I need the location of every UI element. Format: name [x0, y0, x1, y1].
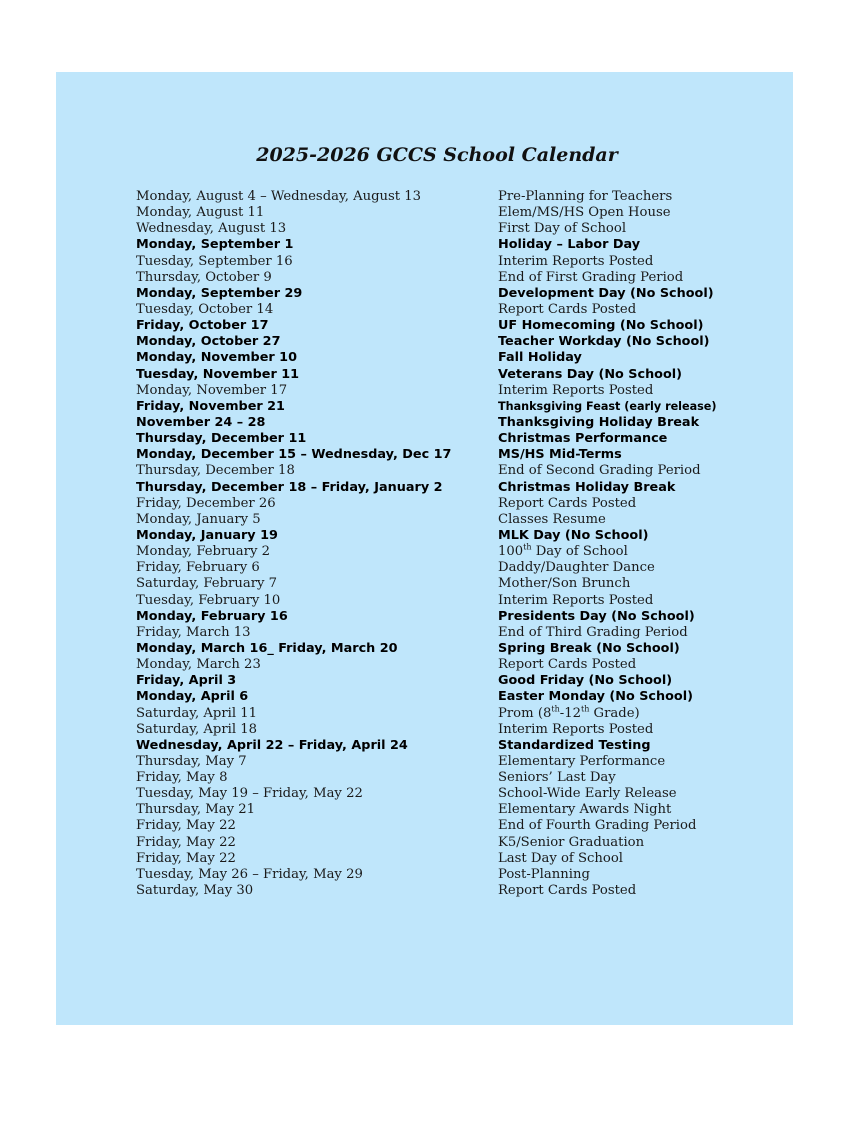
entry-event: End of Fourth Grading Period [498, 818, 697, 834]
entry-date: Friday, November 21 [136, 398, 285, 414]
entry-event: Prom (8th-12th Grade) [498, 704, 640, 721]
entry-event: Report Cards Posted [498, 657, 637, 673]
entry-date: Friday, May 22 [136, 850, 236, 866]
entry-event: MS/HS Mid-Terms [498, 447, 622, 463]
entry-date: Monday, August 11 [136, 205, 265, 221]
entry-date: Tuesday, October 14 [136, 301, 274, 317]
entry-event: Elem/MS/HS Open House [498, 205, 671, 221]
entry-date: Wednesday, August 13 [136, 221, 287, 237]
page-title: 2025-2026 GCCS School Calendar [256, 144, 618, 166]
entry-event: Christmas Performance [498, 431, 668, 447]
entry-date: Tuesday, May 19 – Friday, May 22 [136, 786, 363, 802]
entry-date: Monday, February 16 [136, 608, 288, 624]
entry-date: Tuesday, February 10 [136, 592, 281, 608]
entry-date: Thursday, May 21 [136, 802, 256, 818]
entry-date: Friday, February 6 [136, 560, 260, 576]
entry-date: Monday, October 27 [136, 334, 281, 350]
entry-date: Thursday, December 18 [136, 463, 295, 479]
entry-event: Pre-Planning for Teachers [498, 189, 673, 204]
entry-event: Interim Reports Posted [498, 721, 654, 737]
entry-date: Monday, December 15 – Wednesday, Dec 17 [136, 447, 452, 463]
entry-event: Interim Reports Posted [498, 382, 654, 398]
entry-event: Report Cards Posted [498, 495, 637, 511]
entry-date: November 24 – 28 [136, 414, 266, 430]
entry-event: Elementary Awards Night [498, 802, 672, 818]
entry-event: Spring Break (No School) [498, 640, 680, 656]
entry-event: Post-Planning [498, 866, 590, 882]
entry-date: Friday, May 22 [136, 834, 236, 850]
entry-date: Monday, April 6 [136, 689, 249, 705]
entry-date: Thursday, May 7 [136, 753, 247, 769]
entry-event: Holiday – Labor Day [498, 237, 641, 253]
entry-event: First Day of School [498, 221, 627, 237]
entry-date: Monday, November 17 [136, 382, 288, 398]
entry-date: Tuesday, May 26 – Friday, May 29 [136, 866, 363, 882]
entry-date: Monday, March 16_ Friday, March 20 [136, 640, 398, 656]
entry-event: Daddy/Daughter Dance [498, 560, 655, 576]
entry-event: School-Wide Early Release [498, 786, 677, 802]
entry-event: Report Cards Posted [498, 301, 637, 317]
entry-date: Saturday, April 18 [136, 721, 258, 737]
dates-column [136, 189, 476, 899]
entry-date: Friday, March 13 [136, 624, 251, 640]
entry-date: Monday, February 2 [136, 544, 270, 560]
entry-date: Thursday, December 18 – Friday, January 2 [136, 479, 443, 495]
entry-event: Interim Reports Posted [498, 253, 654, 269]
entry-event: Easter Monday (No School) [498, 689, 693, 705]
entry-date: Monday, January 19 [136, 527, 278, 543]
events-column [498, 189, 758, 899]
entry-event: Fall Holiday [498, 350, 582, 366]
entry-event: Elementary Performance [498, 753, 666, 769]
entry-date: Friday, October 17 [136, 318, 269, 334]
entry-event: Good Friday (No School) [498, 673, 673, 689]
entry-date: Friday, April 3 [136, 673, 237, 689]
entry-date: Wednesday, April 22 – Friday, April 24 [136, 737, 408, 753]
entry-date: Monday, March 23 [136, 657, 261, 673]
entry-event: Veterans Day (No School) [498, 366, 683, 382]
entry-event: K5/Senior Graduation [498, 834, 645, 850]
entry-event: Mother/Son Brunch [498, 576, 631, 592]
entry-date: Thursday, December 11 [136, 431, 307, 447]
entry-date: Saturday, April 11 [136, 705, 258, 721]
entry-event: Development Day (No School) [498, 285, 714, 301]
entry-event: Last Day of School [498, 850, 623, 866]
entry-date: Monday, September 29 [136, 285, 303, 301]
entry-date: Monday, November 10 [136, 350, 297, 366]
entry-date: Monday, September 1 [136, 237, 294, 253]
entry-event: MLK Day (No School) [498, 527, 649, 543]
entry-date: Tuesday, September 16 [136, 253, 293, 269]
entry-event: Seniors’ Last Day [498, 770, 616, 786]
entry-event: 100th Day of School [498, 542, 628, 560]
entry-event: Classes Resume [498, 511, 606, 527]
entry-event: Christmas Holiday Break [498, 479, 676, 495]
entry-event: UF Homecoming (No School) [498, 318, 704, 334]
entry-event: Thanksgiving Feast (early release) [498, 399, 717, 413]
entry-date: Saturday, February 7 [136, 576, 278, 592]
entry-event: End of Second Grading Period [498, 463, 701, 479]
entry-event: Report Cards Posted [498, 883, 637, 899]
entry-event: End of Third Grading Period [498, 624, 688, 640]
entry-date: Monday, January 5 [136, 511, 261, 527]
entry-event: End of First Grading Period [498, 269, 684, 285]
entry-date: Saturday, May 30 [136, 883, 254, 899]
entry-event: Standardized Testing [498, 737, 651, 753]
entry-date: Friday, May 8 [136, 770, 228, 786]
entry-date: Thursday, October 9 [136, 269, 272, 285]
entry-event: Presidents Day (No School) [498, 608, 695, 624]
entry-date: Tuesday, November 11 [136, 366, 300, 382]
calendar-sheet [56, 72, 793, 1025]
entry-event: Teacher Workday (No School) [498, 334, 710, 350]
entry-date: Friday, December 26 [136, 495, 276, 511]
entry-date: Friday, May 22 [136, 818, 236, 834]
entry-event: Thanksgiving Holiday Break [498, 414, 700, 430]
entry-date: Monday, August 4 – Wednesday, August 13 [136, 189, 422, 204]
entry-event: Interim Reports Posted [498, 592, 654, 608]
